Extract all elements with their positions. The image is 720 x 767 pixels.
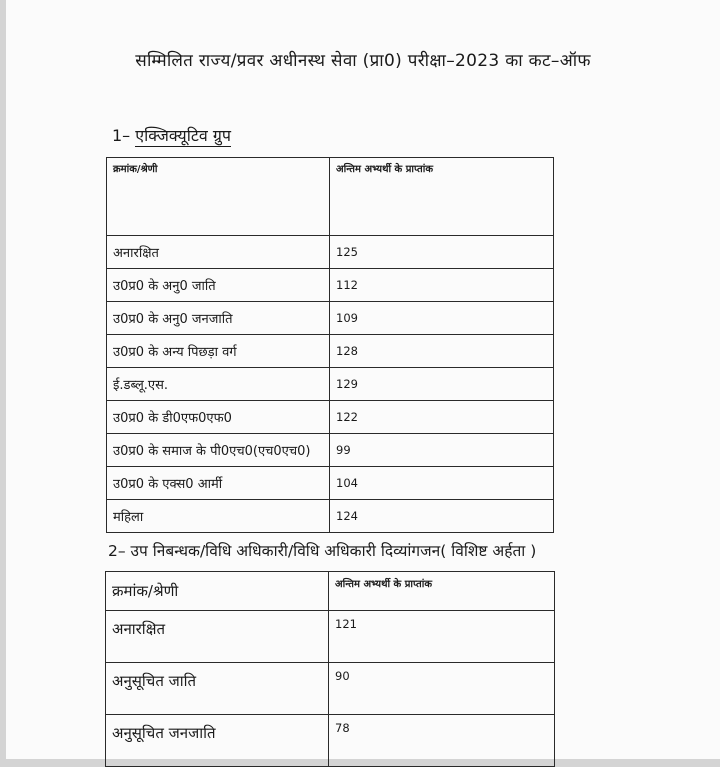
column-header-marks: अन्तिम अभ्यर्थी के प्राप्तांक [330, 158, 554, 236]
marks-cell: 112 [330, 269, 554, 302]
executive-group-cutoff-table [106, 157, 554, 533]
category-cell: अनारक्षित [106, 611, 329, 663]
marks-cell: 121 [329, 611, 555, 663]
category-cell: अनारक्षित [107, 236, 330, 269]
deputy-registrar-cutoff-table [105, 571, 555, 767]
table-row [107, 335, 554, 368]
table-row [107, 368, 554, 401]
category-cell: उ0प्र0 के अनु0 जनजाति [107, 302, 330, 335]
table-header-row [107, 158, 554, 236]
marks-cell: 129 [330, 368, 554, 401]
marks-cell: 104 [330, 467, 554, 500]
marks-cell: 109 [330, 302, 554, 335]
section1-title: एक्जिक्यूटिव ग्रुप [135, 126, 232, 145]
table-row [107, 434, 554, 467]
marks-cell: 122 [330, 401, 554, 434]
table-row [107, 302, 554, 335]
category-cell: ई.डब्लू.एस. [107, 368, 330, 401]
marks-cell: 90 [329, 663, 555, 715]
section2-heading: 2– उप निबन्धक/विधि अधिकारी/विधि अधिकारी दिव्यांगजन( विशिष्ट अर्हता ) [108, 542, 537, 560]
document-page [6, 0, 720, 759]
column-header-category: क्रमांक/श्रेणी [107, 158, 330, 236]
table-row [106, 663, 555, 715]
section1-number: 1– [112, 126, 131, 145]
category-cell: उ0प्र0 के अनु0 जाति [107, 269, 330, 302]
category-cell: उ0प्र0 के अन्य पिछड़ा वर्ग [107, 335, 330, 368]
table-row [107, 500, 554, 533]
column-header-category: क्रमांक/श्रेणी [106, 572, 329, 611]
table-row [107, 269, 554, 302]
category-cell: उ0प्र0 के डी0एफ0एफ0 [107, 401, 330, 434]
table-header-row [106, 572, 555, 611]
category-cell: अनुसूचित जाति [106, 663, 329, 715]
table-row [106, 611, 555, 663]
marks-cell: 128 [330, 335, 554, 368]
category-cell: उ0प्र0 के एक्स0 आर्मी [107, 467, 330, 500]
category-cell: उ0प्र0 के समाज के पी0एच0(एच0एच0) [107, 434, 330, 467]
marks-cell: 78 [329, 715, 555, 767]
document-title: सम्मिलित राज्य/प्रवर अधीनस्थ सेवा (प्रा0) परीक्षा–2023 का कट–ऑफ [135, 51, 591, 71]
table-row [107, 467, 554, 500]
category-cell: अनुसूचित जनजाति [106, 715, 329, 767]
marks-cell: 124 [330, 500, 554, 533]
marks-cell: 99 [330, 434, 554, 467]
section1-heading [112, 124, 231, 146]
table-row [107, 401, 554, 434]
table-row [107, 236, 554, 269]
category-cell: महिला [107, 500, 330, 533]
column-header-marks: अन्तिम अभ्यर्थी के प्राप्तांक [329, 572, 555, 611]
marks-cell: 125 [330, 236, 554, 269]
